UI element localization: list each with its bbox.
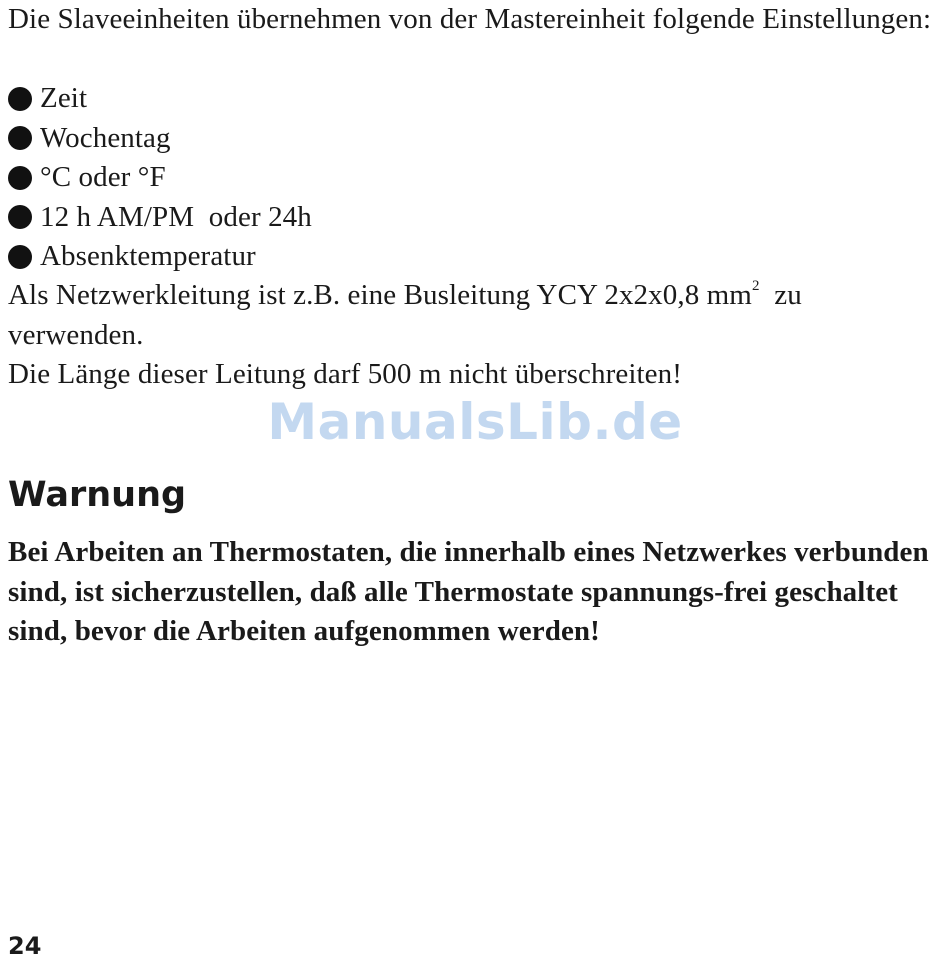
intro-paragraph: Die Slaveeinheiten übernehmen von der Mastereinheit folgende Einstellungen:: [8, 3, 932, 35]
warning-heading: Warnung: [8, 475, 187, 515]
network-cable-paragraph: [8, 276, 938, 355]
list-item-label: 12 h AM/PM oder 24h: [40, 200, 312, 233]
list-item: [8, 158, 312, 198]
watermark-logo: ManualsLib.de: [267, 393, 683, 451]
network-text-after: zu verwenden.: [8, 279, 810, 351]
list-item-label: Zeit: [40, 82, 88, 114]
page-number: 24: [8, 932, 42, 960]
bullet-dot-icon: [8, 245, 32, 269]
list-item-label: Wochentag: [40, 121, 171, 154]
list-item: [8, 198, 312, 238]
bullet-dot-icon: [8, 126, 32, 150]
bullet-dot-icon: [8, 166, 32, 190]
bullet-dot-icon: [8, 87, 32, 111]
list-item-label: Absenktemperatur: [40, 240, 256, 272]
list-item: [8, 79, 312, 119]
cable-length-paragraph: Die Länge dieser Leitung darf 500 m nicht überschreiten!: [8, 358, 682, 390]
bullet-dot-icon: [8, 205, 32, 229]
warning-paragraph: Bei Arbeiten an Thermostaten, die innerhalb eines Netzwerkes verbunden sind, ist sicherzustellen, daß alle Thermostate spannungs-frei geschaltet sind, bevor die Arbeiten aufgenommen werden!: [8, 536, 929, 647]
settings-list: [8, 79, 312, 277]
list-item: [8, 237, 312, 277]
network-text-before: Als Netzwerkleitung ist z.B. eine Busleitung YCY 2x2x0,8 mm: [8, 279, 752, 311]
superscript-two: 2: [751, 278, 760, 295]
list-item-label: °C oder °F: [40, 161, 166, 193]
list-item: [8, 119, 312, 159]
